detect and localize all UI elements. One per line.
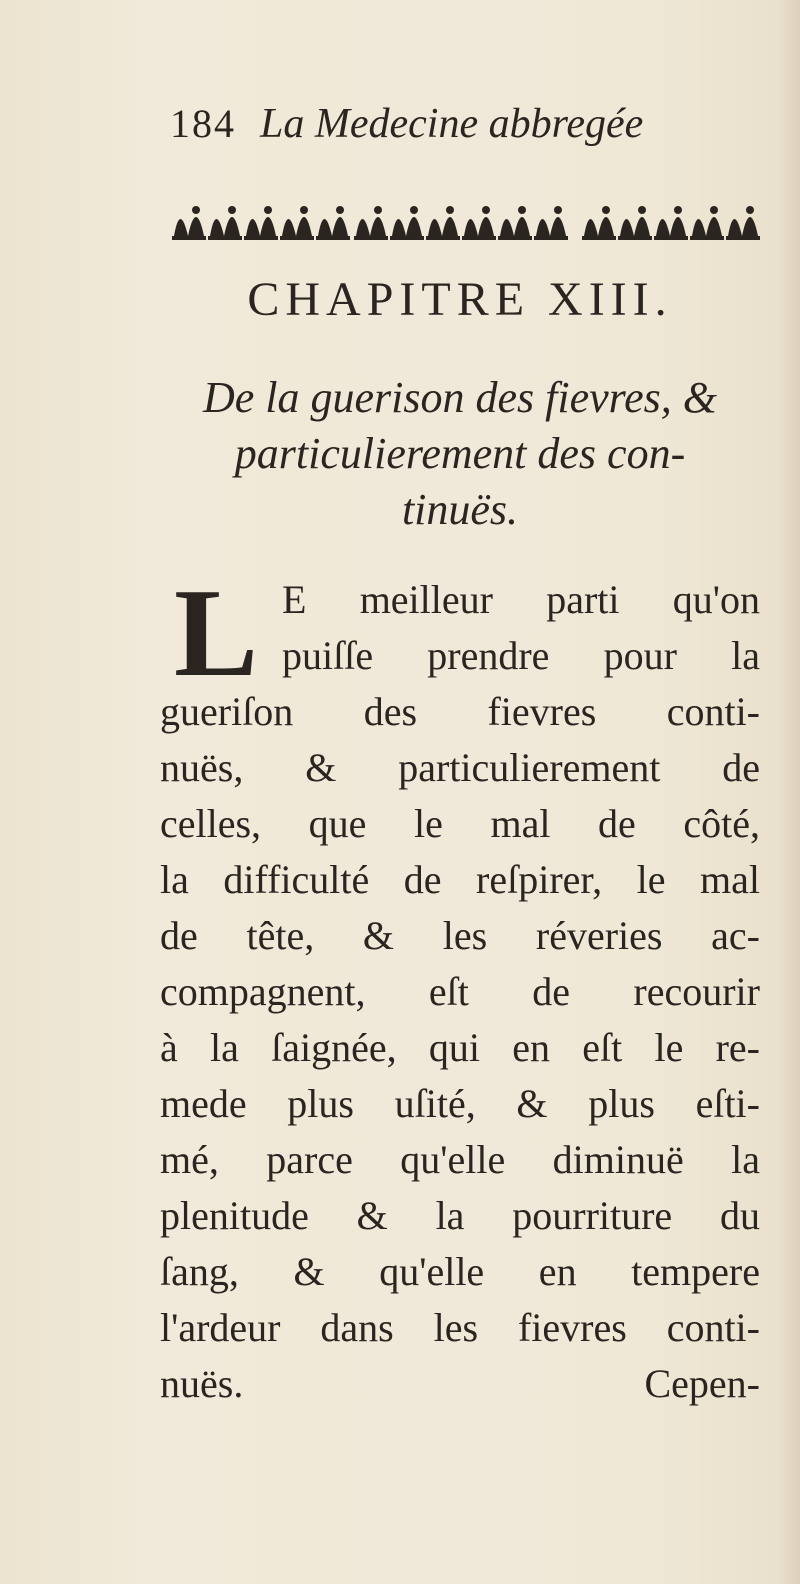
text-line: de tête, & les réveries ac- (160, 913, 760, 958)
catchword: Cepen- (644, 1361, 760, 1406)
chapter-title-line: tinuës. (401, 485, 519, 534)
page-number: 184 (170, 101, 236, 146)
running-title: La Medecine abbregée (260, 101, 644, 147)
text-line: l'ardeur dans les fievres conti- (160, 1305, 760, 1350)
chapter-title (160, 370, 760, 538)
page-edge-shadow (778, 0, 800, 1584)
text-line: puiſſe prendre pour la (282, 633, 760, 678)
text-line: nuës, & particulierement de (160, 745, 760, 790)
text-line: plenitude & la pourriture du (160, 1193, 760, 1238)
running-header (170, 100, 730, 160)
text-line: celles, que le mal de côté, (160, 801, 760, 846)
text-line: ſang, & qu'elle en tempere (160, 1249, 760, 1294)
chapter-title-line: particulierement des con- (234, 429, 686, 478)
chapter-heading: CHAPITRE XIII. (247, 273, 673, 326)
text-line: mé, parce qu'elle diminuë la (160, 1137, 760, 1182)
text-line: gueriſon des fievres conti- (160, 689, 760, 734)
drop-cap-initial: L (174, 564, 259, 703)
body-paragraph (160, 564, 760, 1412)
text-line: la difficulté de reſpirer, le mal (160, 857, 760, 902)
text-line: mede plus uſité, & plus eſti- (160, 1081, 760, 1126)
chapter-title-line: De la guerison des fievres, & (202, 373, 718, 422)
text-line: E meilleur parti qu'on (282, 577, 760, 622)
final-line (160, 1356, 760, 1412)
text-line: à la ſaignée, qui en eſt le re- (160, 1025, 760, 1070)
text-line-end: nuës. (160, 1361, 244, 1406)
printers-ornament-band (170, 196, 780, 244)
text-line: compagnent, eſt de recourir (160, 969, 760, 1014)
